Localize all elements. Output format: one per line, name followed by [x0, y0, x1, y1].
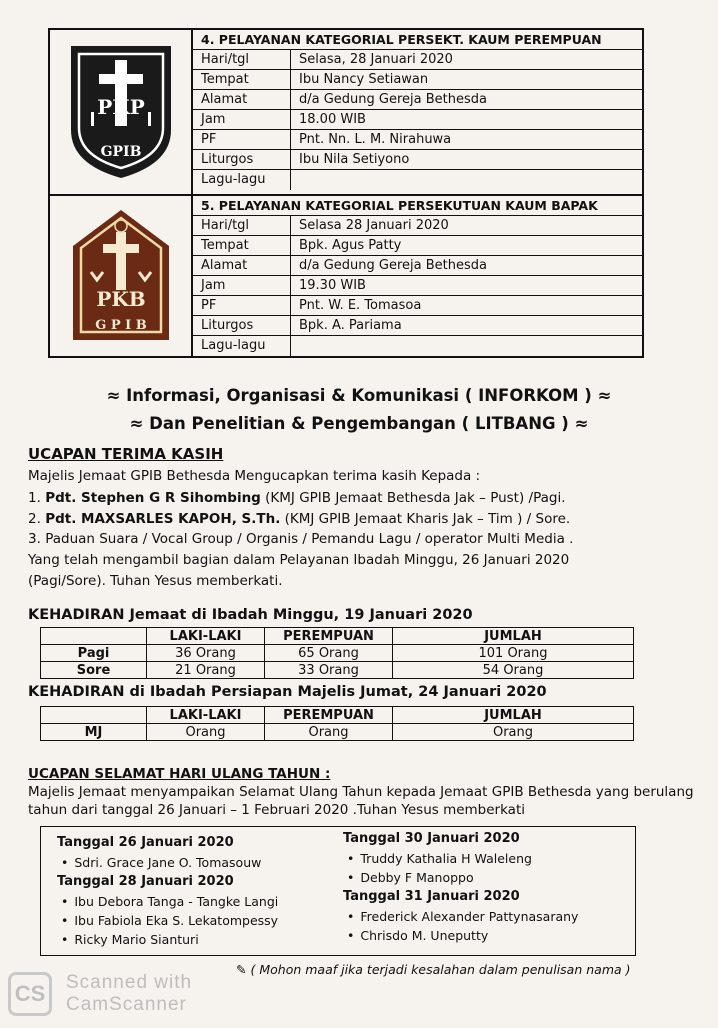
table-row: [41, 724, 634, 741]
row-label: Liturgos: [193, 150, 291, 169]
item-detail: (KMJ GPIB Jemaat Bethesda Jak – Pust) /Pagi.: [260, 490, 566, 506]
birthday-name: • Sdri. Grace Jane O. Tomasouw: [57, 853, 278, 872]
row-value: Pnt. W. E. Tomasoa: [299, 298, 422, 313]
table-row: [193, 256, 642, 276]
inforkom-heading: ≈ Informasi, Organisasi & Komunikasi ( INFORKOM ) ≈: [106, 386, 612, 405]
header-cell: PEREMPUAN: [265, 707, 393, 724]
service-details-pkb: [193, 196, 642, 356]
header-cell: JUMLAH: [393, 628, 634, 645]
table-row: [193, 170, 642, 190]
cross-pentagon-icon: [69, 206, 173, 346]
camscanner-logo: CS: [8, 972, 52, 1016]
birthday-column-right: [343, 829, 578, 945]
row-value: [291, 170, 642, 190]
birthday-date: Tanggal 26 Januari 2020: [57, 835, 234, 850]
table-row: [193, 236, 642, 256]
watermark-line: Scanned with: [66, 972, 193, 993]
header-cell: [41, 707, 147, 724]
birthday-column-left: [57, 833, 278, 949]
birthday-date: Tanggal 28 Januari 2020: [57, 874, 234, 889]
table-row: [193, 90, 642, 110]
row-value: Pnt. Nn. L. M. Nirahuwa: [299, 132, 452, 147]
table-row: [41, 662, 634, 679]
table-header-row: [41, 707, 634, 724]
cell: Orang: [265, 724, 393, 741]
pkp-logo: [50, 30, 193, 194]
service-block-pkp: [50, 30, 642, 194]
attendance-table: [40, 627, 634, 679]
litbang-heading: ≈ Dan Penelitian & Pengembangan ( LITBANG ) ≈: [129, 414, 589, 433]
thanks-closing: Yang telah mengambil bagian dalam Pelayanan Ibadah Minggu, 26 Januari 2020: [28, 552, 570, 568]
table-row: [41, 645, 634, 662]
row-value: Ibu Nila Setiyono: [299, 152, 410, 167]
thanks-closing: (Pagi/Sore). Tuhan Yesus memberkati.: [28, 573, 283, 589]
pen-icon: ✎: [236, 962, 247, 977]
cell: 33 Orang: [265, 662, 393, 679]
birthday-name: • Ibu Fabiola Eka S. Lekatompessy: [57, 911, 278, 930]
pkp-org: GPIB: [100, 144, 141, 160]
row-label: Alamat: [193, 90, 291, 109]
item-detail: (KMJ GPIB Jemaat Kharis Jak – Tim ) / Sore.: [280, 511, 571, 527]
row-value: Selasa 28 Januari 2020: [299, 218, 449, 233]
row-value: d/a Gedung Gereja Bethesda: [299, 92, 487, 107]
birthday-list-box: [40, 826, 636, 956]
item-detail: Paduan Suara / Vocal Group / Organis / Pemandu Lagu / operator Multi Media .: [45, 531, 574, 547]
row-label: MJ: [41, 724, 147, 741]
service-title: 5. PELAYANAN KATEGORIAL PERSEKUTUAN KAUM BAPAK: [193, 196, 642, 216]
row-label: Jam: [193, 276, 291, 295]
apology-text: ( Mohon maaf jika terjadi kesalahan dalam penulisan nama ): [250, 962, 631, 977]
table-row: [193, 276, 642, 296]
row-label: Lagu-lagu: [193, 170, 291, 190]
watermark-text: [66, 972, 192, 1016]
birthday-name: • Truddy Kathalia H Waleleng: [343, 849, 578, 868]
header-cell: LAKI-LAKI: [147, 707, 265, 724]
table-header-row: [41, 628, 634, 645]
table-row: [193, 216, 642, 236]
birthday-intro: tahun dari tanggal 26 Januari – 1 Februari 2020 .Tuhan Yesus memberkati: [28, 802, 526, 818]
item-name: Pdt. Stephen G R Sihombing: [45, 490, 261, 506]
birthday-name: • Frederick Alexander Pattynasarany: [343, 907, 578, 926]
item-number: 2.: [28, 511, 41, 527]
row-label: Hari/tgl: [193, 50, 291, 69]
attendance-title: KEHADIRAN di Ibadah Persiapan Majelis Jumat, 24 Januari 2020: [28, 684, 547, 700]
watermark-line: CamScanner: [66, 994, 187, 1015]
item-number: 1.: [28, 490, 41, 506]
cell: 101 Orang: [393, 645, 634, 662]
attendance-title: KEHADIRAN Jemaat di Ibadah Minggu, 19 Januari 2020: [28, 607, 473, 623]
item-name: Pdt. MAXSARLES KAPOH, S.Th.: [45, 511, 281, 527]
pkb-logo: [50, 196, 193, 356]
row-label: Liturgos: [193, 316, 291, 335]
table-row: [193, 316, 642, 336]
row-value: [291, 336, 642, 356]
table-row: [193, 50, 642, 70]
row-value: Bpk. A. Pariama: [299, 318, 402, 333]
cell: 36 Orang: [147, 645, 265, 662]
item-number: 3.: [28, 531, 41, 547]
row-label: Jam: [193, 110, 291, 129]
row-label: Hari/tgl: [193, 216, 291, 235]
cell: Orang: [147, 724, 265, 741]
birthday-date: Tanggal 30 Januari 2020: [343, 831, 520, 846]
header-cell: PEREMPUAN: [265, 628, 393, 645]
row-label: Tempat: [193, 70, 291, 89]
apology-note: [236, 962, 631, 977]
cell: 65 Orang: [265, 645, 393, 662]
row-value: d/a Gedung Gereja Bethesda: [299, 258, 487, 273]
thanks-item: [28, 490, 566, 506]
row-value: Bpk. Agus Patty: [299, 238, 402, 253]
row-label: Tempat: [193, 236, 291, 255]
service-title: 4. PELAYANAN KATEGORIAL PERSEKT. KAUM PEREMPUAN: [193, 30, 642, 50]
row-label: PF: [193, 130, 291, 149]
table-row: [193, 110, 642, 130]
cell: Orang: [393, 724, 634, 741]
service-schedule-table: [48, 28, 644, 358]
birthday-title: UCAPAN SELAMAT HARI ULANG TAHUN :: [28, 766, 331, 782]
table-row: [193, 296, 642, 316]
header-cell: JUMLAH: [393, 707, 634, 724]
row-value: Selasa, 28 Januari 2020: [299, 52, 453, 67]
thanks-item: [28, 511, 570, 527]
pkp-initials: PKP: [96, 95, 145, 119]
cell: 54 Orang: [393, 662, 634, 679]
service-details-pkp: [193, 30, 642, 190]
row-label: Pagi: [41, 645, 147, 662]
thanks-intro: Majelis Jemaat GPIB Bethesda Mengucapkan terima kasih Kepada :: [28, 468, 481, 484]
row-value: 19.30 WIB: [299, 278, 366, 293]
table-row: [193, 130, 642, 150]
birthday-name: • Chrisdo M. Uneputty: [343, 926, 578, 945]
header-cell: LAKI-LAKI: [147, 628, 265, 645]
thanks-item: [28, 531, 573, 547]
row-label: PF: [193, 296, 291, 315]
row-label: Lagu-lagu: [193, 336, 291, 356]
row-label: Alamat: [193, 256, 291, 275]
thanks-title: UCAPAN TERIMA KASIH: [28, 445, 224, 463]
birthday-intro: Majelis Jemaat menyampaikan Selamat Ulang Tahun kepada Jemaat GPIB Bethesda yang berulang: [28, 784, 694, 800]
service-block-pkb: [50, 194, 642, 356]
cross-shield-icon: [67, 42, 175, 182]
row-label: Sore: [41, 662, 147, 679]
pkb-org: G P I B: [94, 318, 147, 333]
birthday-name: • Ibu Debora Tanga - Tangke Langi: [57, 892, 278, 911]
row-value: Ibu Nancy Setiawan: [299, 72, 429, 87]
camscanner-watermark: [8, 972, 192, 1016]
pkb-initials: PKB: [95, 287, 146, 311]
birthday-date: Tanggal 31 Januari 2020: [343, 889, 520, 904]
row-value: 18.00 WIB: [299, 112, 366, 127]
table-row: [193, 150, 642, 170]
birthday-name: • Ricky Mario Sianturi: [57, 930, 278, 949]
header-cell: [41, 628, 147, 645]
table-row: [193, 70, 642, 90]
cell: 21 Orang: [147, 662, 265, 679]
table-row: [193, 336, 642, 356]
attendance-table: [40, 706, 634, 741]
birthday-name: • Debby F Manoppo: [343, 868, 578, 887]
